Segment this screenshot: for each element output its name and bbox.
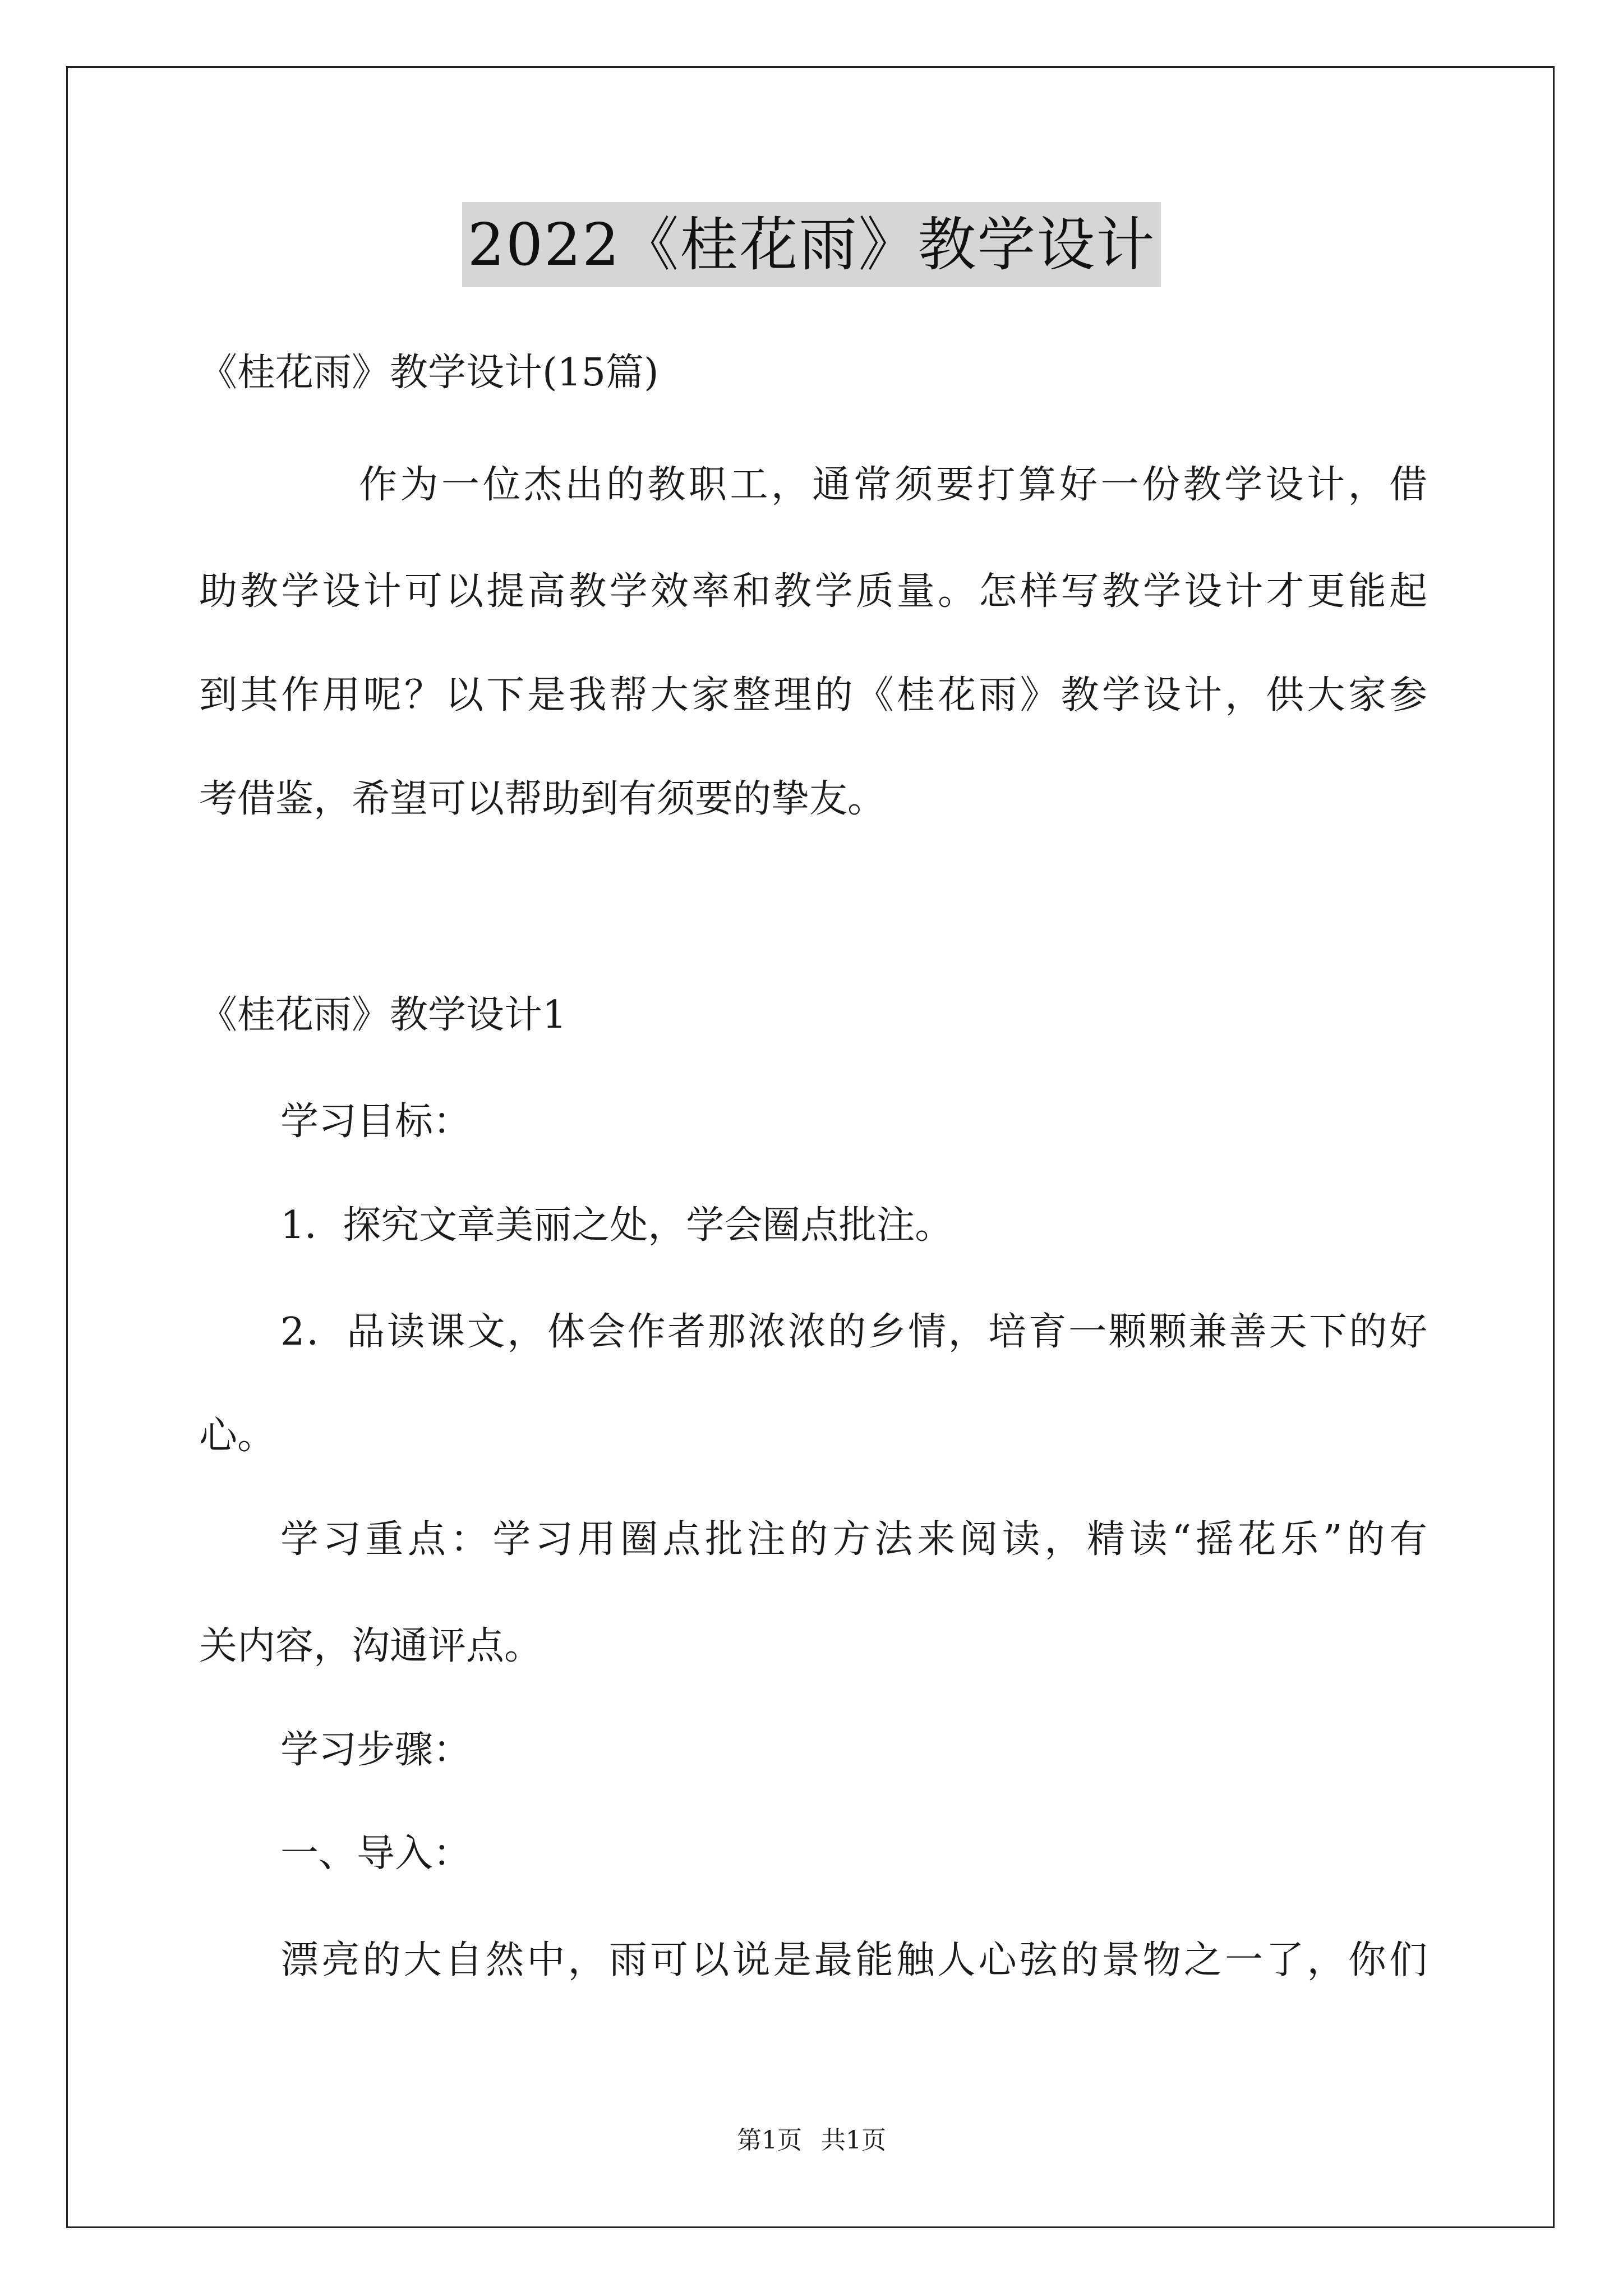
intro-line-4: 考借鉴，希望可以帮助到有须要的挚友。 bbox=[199, 777, 886, 821]
focus-line-1: 学习重点：学习用圈点批注的方法来阅读，精读“摇花乐”的有 bbox=[280, 1517, 1427, 1562]
goals-label: 学习目标： bbox=[280, 1099, 472, 1144]
intro-line-2: 助教学设计可以提高教学效率和教学质量。怎样写教学设计才更能起 bbox=[199, 569, 1427, 614]
document-title: 2022《桂花雨》教学设计 bbox=[462, 202, 1161, 287]
steps-label: 学习步骤： bbox=[280, 1728, 472, 1772]
document-subtitle: 《桂花雨》教学设计(15篇) bbox=[199, 351, 659, 395]
intro-line-1: 作为一位杰出的教职工，通常须要打算好一份教学设计，借 bbox=[359, 463, 1427, 507]
intro-line-3: 到其作用呢？以下是我帮大家整理的《桂花雨》教学设计，供大家参 bbox=[199, 673, 1427, 717]
step-1-text: 漂亮的大自然中，雨可以说是最能触人心弦的景物之一了，你们 bbox=[280, 1938, 1427, 1982]
page-number-total: 共1页 bbox=[821, 2126, 886, 2155]
goal-2-line-1: 2．品读课文，体会作者那浓浓的乡情，培育一颗颗兼善天下的好 bbox=[280, 1310, 1427, 1354]
title-area bbox=[0, 202, 1623, 287]
focus-line-2: 关内容，沟通评点。 bbox=[199, 1624, 543, 1668]
goal-1: 1．探究文章美丽之处，学会圈点批注。 bbox=[280, 1203, 953, 1248]
section-heading: 《桂花雨》教学设计1 bbox=[199, 993, 567, 1037]
step-1-heading: 一、导入： bbox=[280, 1832, 472, 1876]
goal-2-line-2: 心。 bbox=[199, 1414, 276, 1458]
page-number-current: 第1页 bbox=[737, 2126, 802, 2155]
page-footer bbox=[0, 2124, 1623, 2157]
